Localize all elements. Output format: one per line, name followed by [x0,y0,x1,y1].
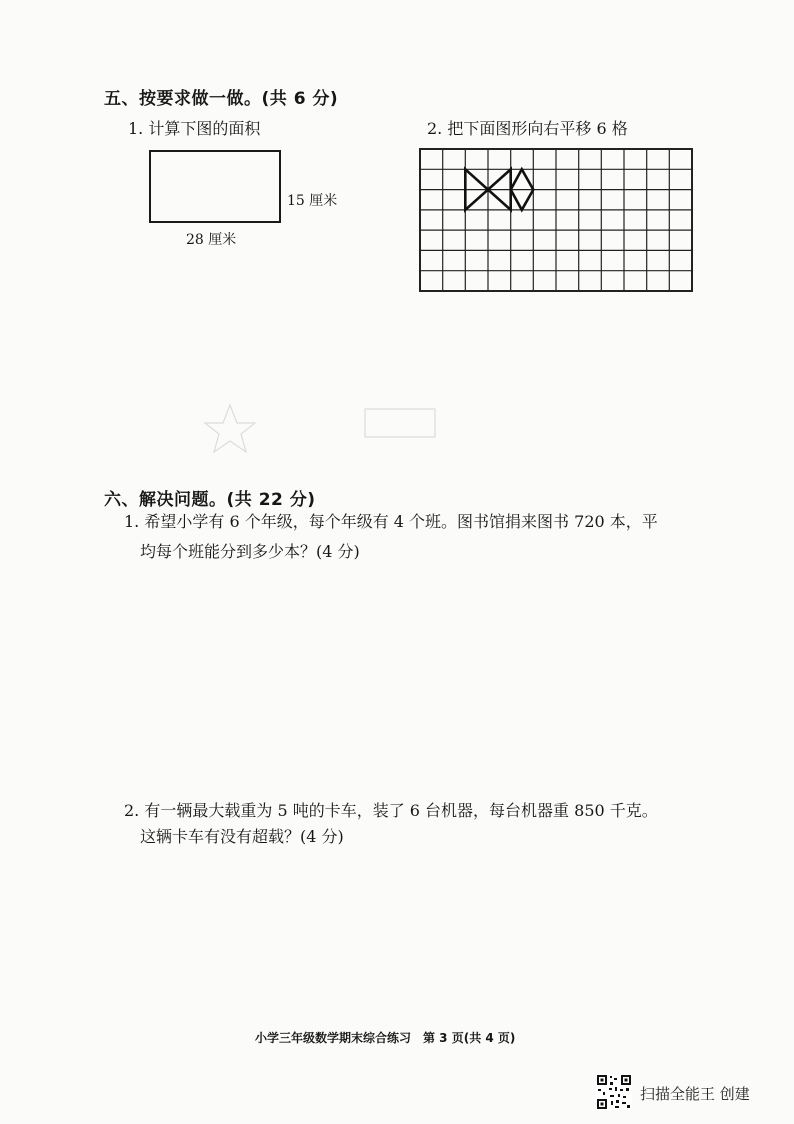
width-label: 28 厘米 [186,232,237,248]
q6-2-line2: 这辆卡车有没有超载？(4 分) [140,827,344,846]
section-5-title: 五、按要求做一做。(共 6 分) [104,89,339,109]
height-label: 15 厘米 [287,193,338,209]
show-through-marks [200,395,460,455]
q6-1-line1: 1. 希望小学有 6 个年级，每个年级有 4 个班。图书馆捐来图书 720 本，平 [124,512,658,531]
q6-2-line1: 2. 有一辆最大载重为 5 吨的卡车，装了 6 台机器，每台机器重 850 千克。 [124,801,658,820]
page-footer: 小学三年级数学期末综合练习 第 3 页(共 4 页) [255,1031,516,1045]
scanner-watermark: 扫描全能王 创建 [640,1085,750,1103]
q5-2-label: 2. 把下面图形向右平移 6 格 [427,119,628,138]
qr-code-icon [596,1074,632,1110]
section-6-title: 六、解决问题。(共 22 分) [104,490,316,510]
rectangle-figure [149,150,281,223]
q6-1-line2: 均每个班能分到多少本？(4 分) [140,542,360,561]
translation-grid [418,147,694,293]
q5-1-label: 1. 计算下图的面积 [128,119,261,138]
